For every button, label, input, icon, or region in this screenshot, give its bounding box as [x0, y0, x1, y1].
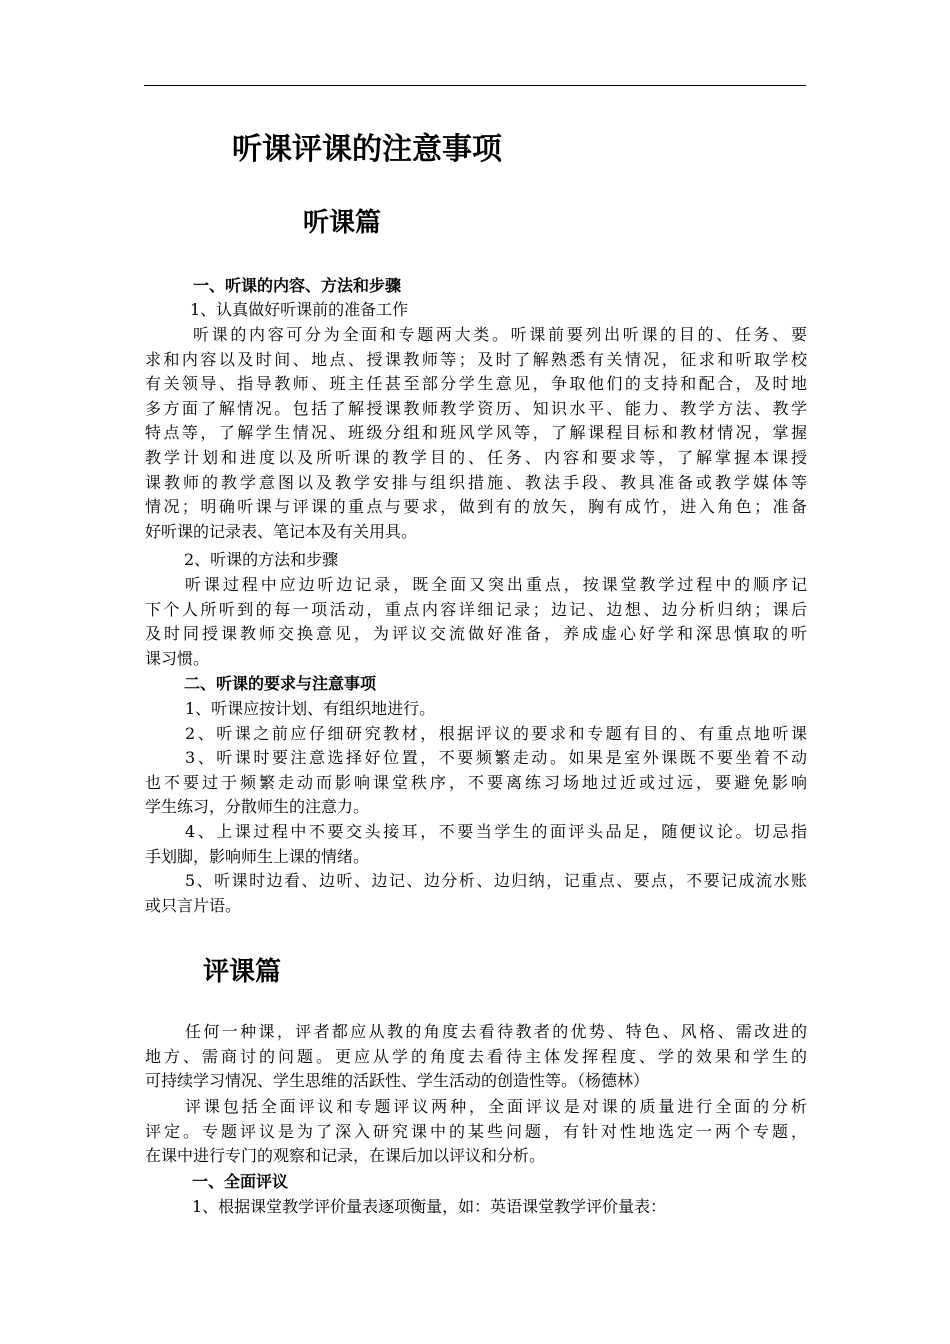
text-line: 评课包括全面评议和专题评议两种，全面评议是对课的质量进行全面的分析 — [185, 1097, 807, 1116]
part-heading: 一、听课的内容、方法和步骤 — [193, 276, 402, 295]
text-line: 可持续学习情况、学生思维的活跃性、学生活动的创造性等。（杨德林） — [145, 1071, 650, 1091]
text-line: 课习惯。 — [145, 648, 210, 668]
paragraph-evaluation-types — [145, 1095, 807, 1169]
page-title: 听课评课的注意事项 — [232, 132, 502, 167]
text-line: 多方面了解情况。包括了解授课教师教学资历、知识水平、能力、教学方法、教学 — [145, 398, 807, 418]
text-line: 好听课的记录表、笔记本及有关用具。 — [145, 521, 418, 541]
text-line: 有关领导、指导教师、班主任甚至部分学生意见，争取他们的支持和配合，及时地 — [145, 374, 807, 394]
part-heading: 一、全面评议 — [192, 1172, 289, 1191]
text-line: 也不要过于频繁走动而影响课堂秩序，不要离练习场地过近或过远，要避免影响 — [145, 772, 807, 792]
item-text: 1、根据课堂教学评价量表逐项衡量，如：英语课堂教学评价量表： — [192, 1197, 667, 1216]
text-line: 课教师的教学意图以及教学安排与组织措施、教法手段、教具准备或教学媒体等 — [145, 472, 807, 492]
text-line: 求和内容以及时间、地点、授课教师等；及时了解熟悉有关情况，征求和听取学校 — [145, 349, 807, 369]
text-line: 听课的内容可分为全面和专题两大类。听课前要列出听课的目的、任务、要 — [193, 325, 807, 344]
part-heading: 二、听课的要求与注意事项 — [184, 674, 377, 693]
text-line: 在课中进行专门的观察和记录，在课后加以评议和分析。 — [145, 1146, 546, 1166]
paragraph-requirements — [145, 697, 807, 918]
section-heading-listening: 听课篇 — [303, 208, 382, 238]
text-line: 学生练习，分散师生的注意力。 — [145, 797, 370, 817]
text-line: 下个人所听到的每一项活动，重点内容详细记录；边记、边想、边分析归纳；课后 — [145, 599, 807, 619]
paragraph-methods — [145, 573, 807, 671]
item-heading: 2、听课的方法和步骤 — [184, 550, 339, 569]
text-line: 及时同授课教师交换意见，为评议交流做好准备，养成虚心好学和深思慎取的听 — [145, 624, 807, 644]
text-line: 5、听课时边看、边听、边记、边分析、边归纳，记重点、要点，不要记成流水账 — [185, 871, 807, 891]
item-heading: 1、认真做好听课前的准备工作 — [190, 300, 409, 319]
text-line: 3、听课时要注意选择好位置，不要频繁走动。如果是室外课既不要坐着不动 — [185, 748, 807, 768]
text-line: 情况；明确听课与评课的重点与要求，做到有的放矢，胸有成竹，进入角色；准备 — [145, 497, 807, 517]
text-line: 2、听课之前应仔细研究教材，根据评议的要求和专题有目的、有重点地听课 — [185, 723, 807, 743]
text-line: 手划脚，影响师生上课的情绪。 — [145, 846, 370, 866]
text-line: 评定。专题评议是为了深入研究课中的某些问题，有针对性地选定一两个专题， — [145, 1121, 807, 1141]
text-line: 地方、需商讨的问题。更应从学的角度去看待主体发挥程度、学的效果和学生的 — [145, 1046, 807, 1066]
text-line: 或只言片语。 — [145, 895, 242, 915]
text-line: 教学计划和进度以及所听课的教学目的、任务、内容和要求等，了解掌握本课授 — [145, 447, 807, 467]
text-line: 特点等，了解学生情况、班级分组和班风学风等，了解课程目标和教材情况，掌握 — [145, 423, 807, 443]
text-line: 1、听课应按计划、有组织地进行。 — [185, 699, 436, 718]
paragraph-preparation — [145, 323, 807, 544]
text-line: 4、上课过程中不要交头接耳，不要当学生的面评头品足，随便议论。切忌指 — [185, 821, 807, 841]
text-line: 听课过程中应边听边记录，既全面又突出重点，按课堂教学过程中的顺序记 — [185, 575, 807, 594]
header-rule — [144, 85, 806, 86]
paragraph-evaluation-intro — [145, 1020, 807, 1094]
section-heading-evaluation: 评课篇 — [203, 957, 282, 987]
text-line: 任何一种课，评者都应从教的角度去看待教者的优势、特色、风格、需改进的 — [185, 1022, 807, 1041]
